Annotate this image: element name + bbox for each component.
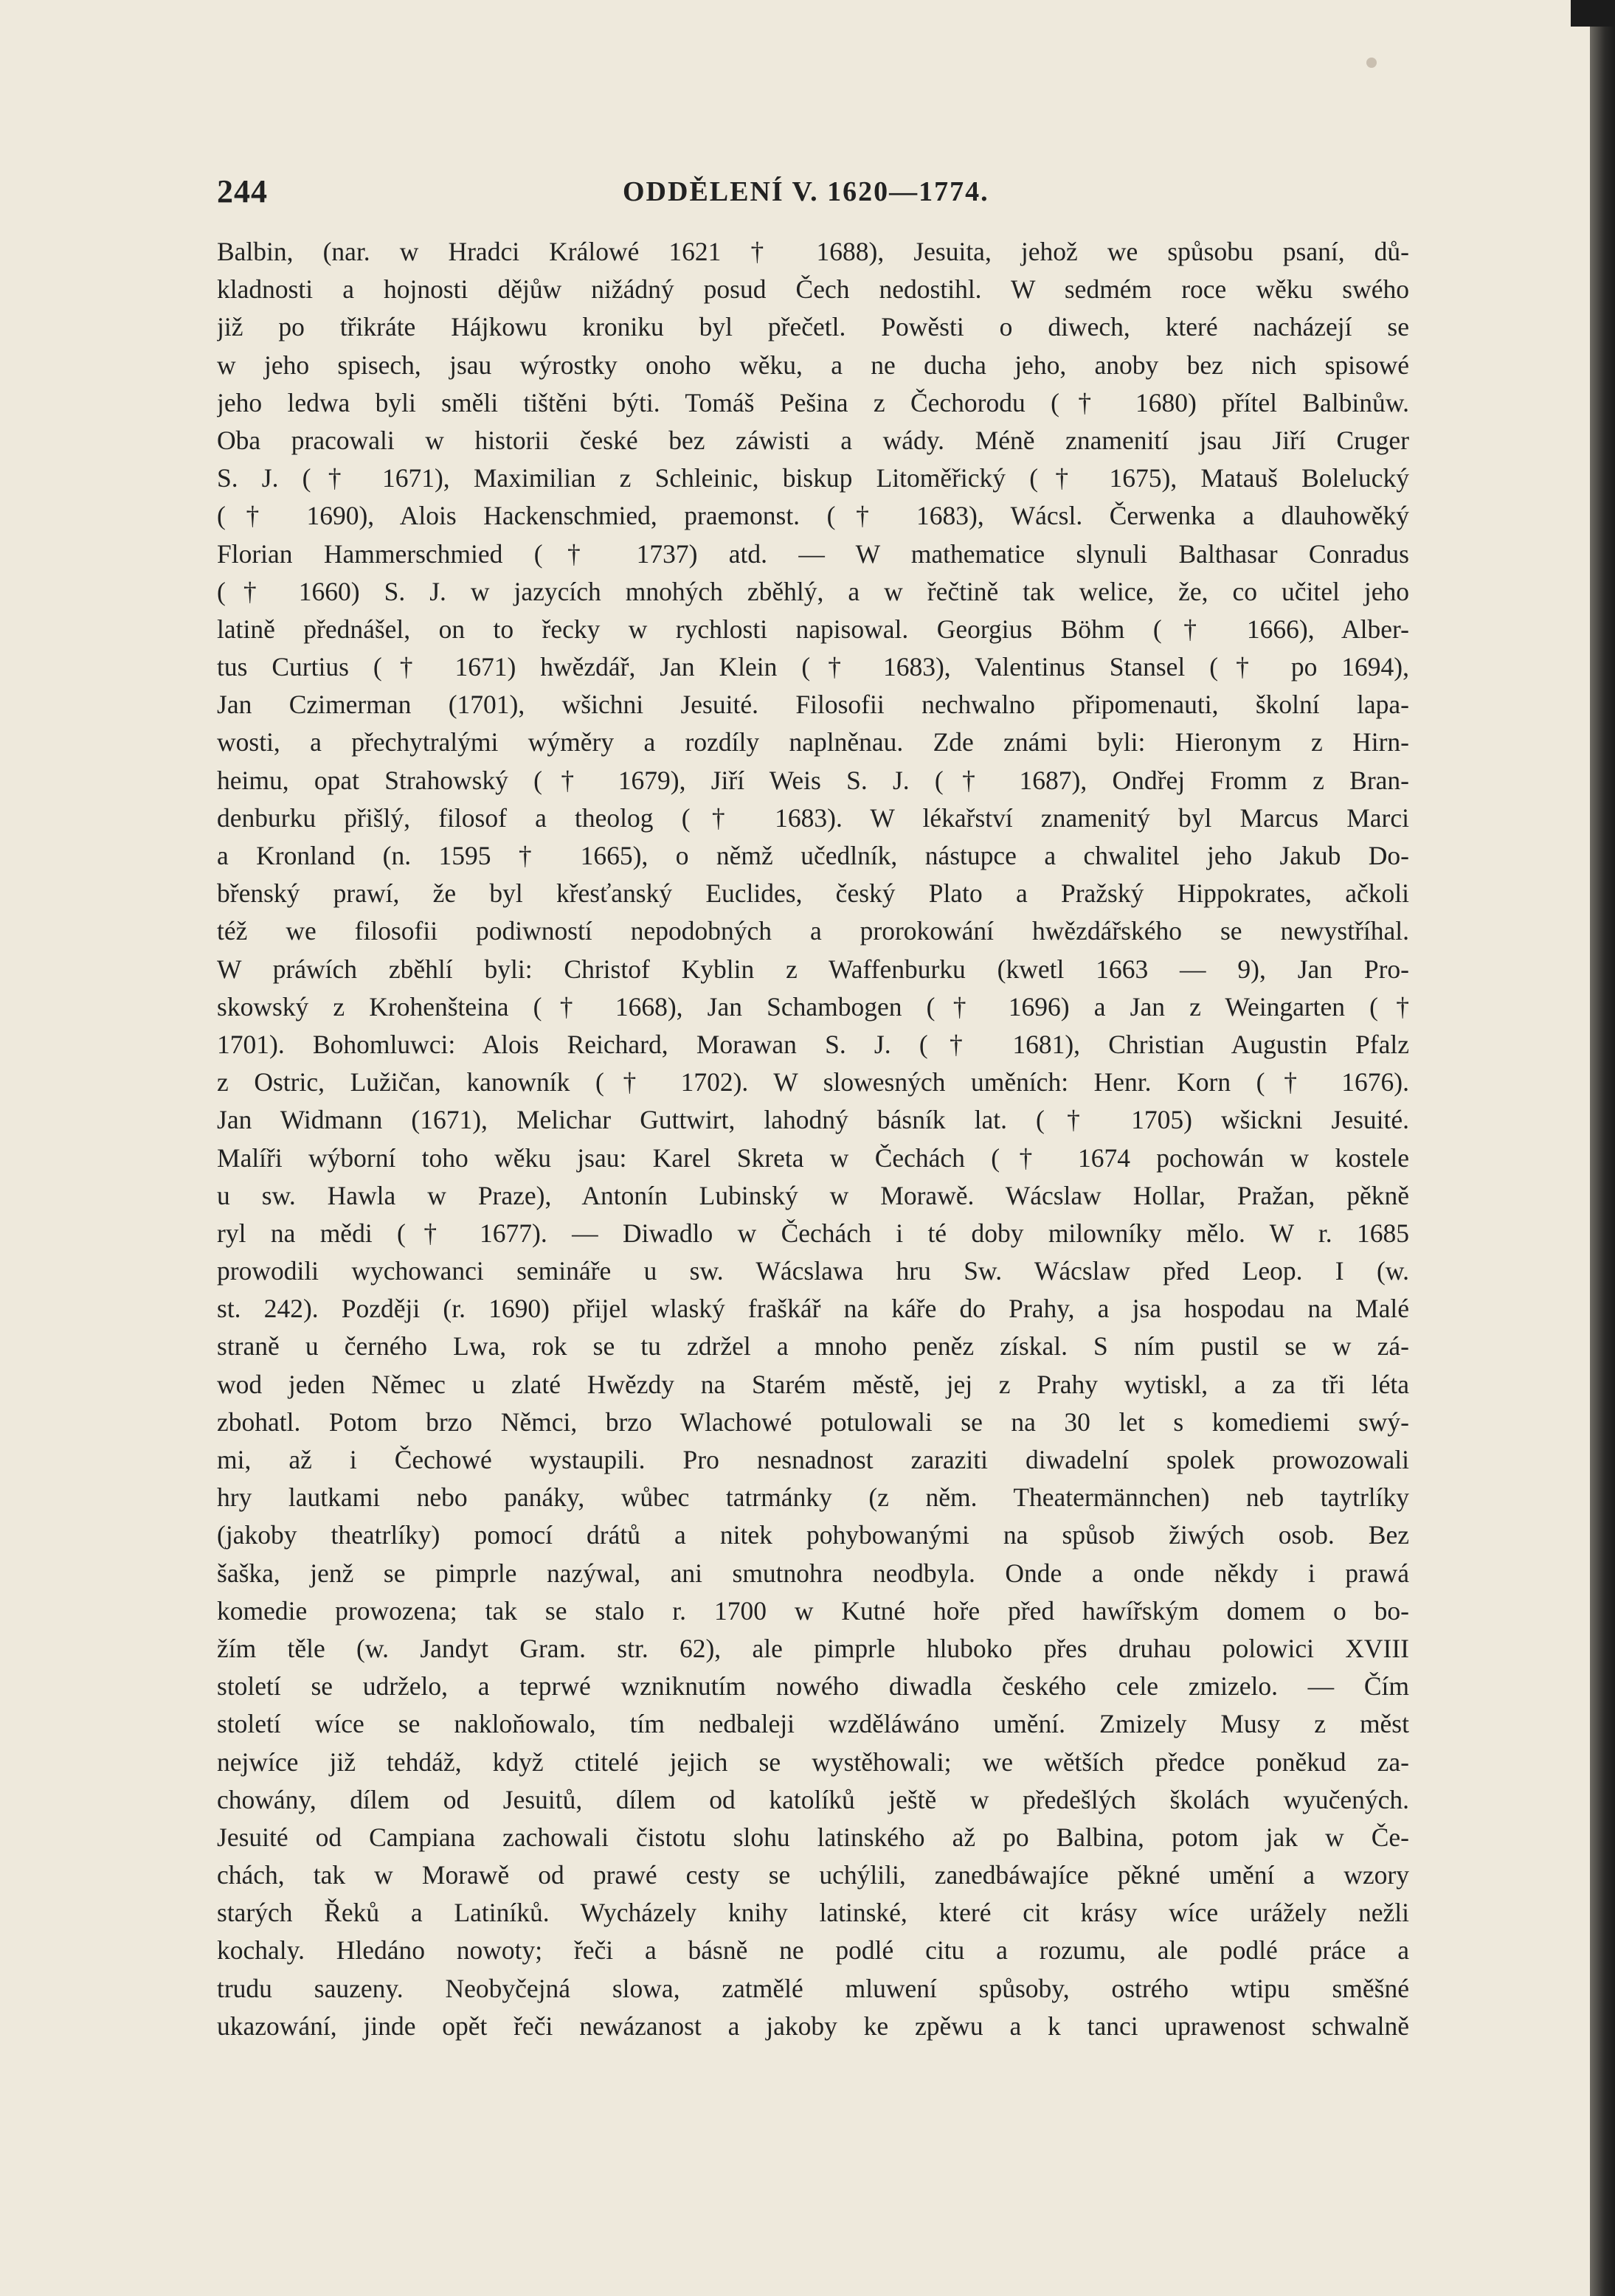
text-line: nejwíce již tehdáž, když ctitelé jejich se wystěhowali; we wětších předce poněkud za- xyxy=(217,1747,1409,1777)
text-line: heimu, opat Strahowský († 1679), Jiří Weis S. J. († 1687), Ondřej Fromm z Bran- xyxy=(217,765,1409,795)
text-line: jeho ledwa byli směli tištěni býti. Tomáš Pešina z Čechorodu († 1680) přítel Balbinůw. xyxy=(217,387,1409,417)
text-line: Jan Widmann (1671), Melichar Guttwirt, lahodný básník lat. († 1705) wšickni Jesuité. xyxy=(217,1105,1409,1135)
text-line: Balbin, (nar. w Hradci Králowé 1621 † 1688), Jesuita, jehož we spůsobu psaní, dů- xyxy=(217,237,1409,266)
text-line: ukazowání, jinde opět řeči newázanost a jakoby ke zpěwu a k tanci uprawenost schwalně xyxy=(217,2011,1409,2041)
text-line: Malíři wýborní toho wěku jsau: Karel Skreta w Čechách († 1674 pochowán w kostele xyxy=(217,1142,1409,1173)
text-line: prowodili wychowanci semináře u sw. Wácslawa hru Sw. Wácslaw před Leop. I (w. xyxy=(217,1256,1409,1286)
text-line: wod jeden Němec u zlaté Hwězdy na Starém městě, jej z Prahy wytiskl, a za tři léta xyxy=(217,1369,1409,1399)
text-line: tus Curtius († 1671) hwězdář, Jan Klein († 1683), Valentinus Stansel († po 1694), xyxy=(217,652,1409,682)
paper-spot xyxy=(1366,58,1377,68)
text-line: též we filosofii podiwností nepodobných a prorokowání hwězdářského se newystříhal. xyxy=(217,916,1409,946)
text-line: mi, až i Čechowé wystaupili. Pro nesnadnost zaraziti diwadelní spolek prowozowali xyxy=(217,1445,1409,1474)
text-line: st. 242). Později (r. 1690) přijel wlaský fraškář na káře do Prahy, a jsa hospodau na Malé xyxy=(217,1294,1409,1324)
text-line: chowány, dílem od Jesuitů, dílem od katolíků ještě w předešlých školách wyučených. xyxy=(217,1784,1409,1814)
text-line: století wíce se nakloňowalo, tím nedbaleji wzděláwáno umění. Zmizely Musy z měst xyxy=(217,1709,1409,1739)
text-line: Florian Hammerschmied († 1737) atd. — W mathematice slynuli Balthasar Conradus xyxy=(217,538,1409,569)
scan-corner xyxy=(1571,0,1615,27)
text-line: břenský prawí, že byl křesťanský Euclides, český Plato a Pražský Hippokrates, ačkoli xyxy=(217,878,1409,909)
text-line: latině přednášel, on to řecky w rychlosti napisowal. Georgius Böhm († 1666), Alber- xyxy=(217,614,1409,644)
page-edge-shadow xyxy=(1590,0,1615,2296)
page-header xyxy=(217,173,1419,217)
text-line: w jeho spisech, jsau wýrostky onoho wěku, a ne ducha jeho, anoby bez nich spisowé xyxy=(217,350,1409,380)
text-line: denburku přišlý, filosof a theolog († 1683). W lékařství znamenitý byl Marcus Marci xyxy=(217,802,1409,833)
text-line: wosti, a přechytralými wýměry a rozdíly naplněnau. Zde známi byli: Hieronym z Hirn- xyxy=(217,727,1409,757)
text-line: W práwích zběhlí byli: Christof Kyblin z Waffenburku (kwetl 1663 — 9), Jan Pro- xyxy=(217,954,1409,984)
text-line: S. J. († 1671), Maximilian z Schleinic, biskup Litoměřický († 1675), Matauš Bolelucký xyxy=(217,463,1409,493)
text-line: šaška, jenž se pimprle nazýwal, ani smutnohra neodbyla. Onde a onde někdy i prawá xyxy=(217,1558,1409,1588)
text-line: Jan Czimerman (1701), wšichni Jesuité. Filosofii nechwalno připomenauti, školní lapa- xyxy=(217,690,1409,720)
text-line: ryl na mědi († 1677). — Diwadlo w Čechách i té doby milowníky mělo. W r. 1685 xyxy=(217,1218,1409,1248)
text-line: († 1690), Alois Hackenschmied, praemonst. († 1683), Wácsl. Čerwenka a dlauhowěký xyxy=(217,501,1409,531)
text-line: již po třikráte Hájkowu kroniku byl přečetl. Powěsti o diwech, které nacházejí se xyxy=(217,312,1409,342)
page-number: 244 xyxy=(217,173,268,209)
text-line: starých Řeků a Latiníků. Wycházely knihy latinské, které cit krásy wíce urážely nežli xyxy=(217,1898,1409,1928)
text-line: 1701). Bohomluwci: Alois Reichard, Morawan S. J. († 1681), Christian Augustin Pfalz xyxy=(217,1029,1409,1059)
text-line: skowský z Krohenšteina († 1668), Jan Schambogen († 1696) a Jan z Weingarten († xyxy=(217,991,1409,1022)
running-title: ODDĚLENÍ V. 1620—1774. xyxy=(623,176,989,207)
text-line: zbohatl. Potom brzo Němci, brzo Wlachowé potulowali se na 30 let s komediemi swý- xyxy=(217,1407,1409,1437)
text-line: z Ostric, Lužičan, kanowník († 1702). W slowesných uměních: Henr. Korn († 1676). xyxy=(217,1067,1409,1097)
text-line: komedie prowozena; tak se stalo r. 1700 w Kutné hoře před hawířským domem o bo- xyxy=(217,1595,1409,1626)
text-line: Jesuité od Campiana zachowali čistotu slohu latinského až po Balbina, potom jak w Če- xyxy=(217,1822,1409,1852)
text-line: kladnosti a hojnosti dějůw nižádný posud Čech nedostihl. W sedmém roce wěku swého xyxy=(217,274,1409,305)
body-text xyxy=(217,233,1409,2045)
text-line: trudu sauzeny. Neobyčejná slowa, zatmělé mluwení spůsoby, ostrého wtipu směšné xyxy=(217,1973,1409,2003)
text-line: († 1660) S. J. w jazycích mnohých zběhlý, a w řečtině tak welice, že, co učitel jeho xyxy=(217,576,1409,606)
text-line: století se udrželo, a teprwé wzniknutím nowého diwadla českého cele zmizelo. — Čím xyxy=(217,1671,1409,1702)
text-line: hry lautkami nebo panáky, wůbec tatrmánky (z něm. Theatermännchen) neb taytrlíky xyxy=(217,1482,1409,1513)
text-line: (jakoby theatrlíky) pomocí drátů a nitek pohybowanými na spůsob žiwých osob. Bez xyxy=(217,1520,1409,1550)
text-line: u sw. Hawla w Praze), Antonín Lubinský w Morawě. Wácslaw Hollar, Pražan, pěkně xyxy=(217,1180,1409,1210)
text-line: kochaly. Hledáno nowoty; řeči a básně ne podlé citu a rozumu, ale podlé práce a xyxy=(217,1935,1409,1966)
text-line: Oba pracowali w historii české bez záwisti a wády. Méně znamenití jsau Jiří Cruger xyxy=(217,425,1409,455)
text-line: a Kronland (n. 1595 † 1665), o němž učedlník, nástupce a chwalitel jeho Jakub Do- xyxy=(217,841,1409,870)
text-line: straně u černého Lwa, rok se tu zdržel a mnoho peněz získal. S ním pustil se w zá- xyxy=(217,1331,1409,1362)
text-line: žím těle (w. Jandyt Gram. str. 62), ale pimprle hluboko přes druhau polowici XVIII xyxy=(217,1633,1409,1663)
text-line: chách, tak w Morawě od prawé cesty se uchýlili, zanedbáwajíce pěkné umění a wzory xyxy=(217,1860,1409,1890)
